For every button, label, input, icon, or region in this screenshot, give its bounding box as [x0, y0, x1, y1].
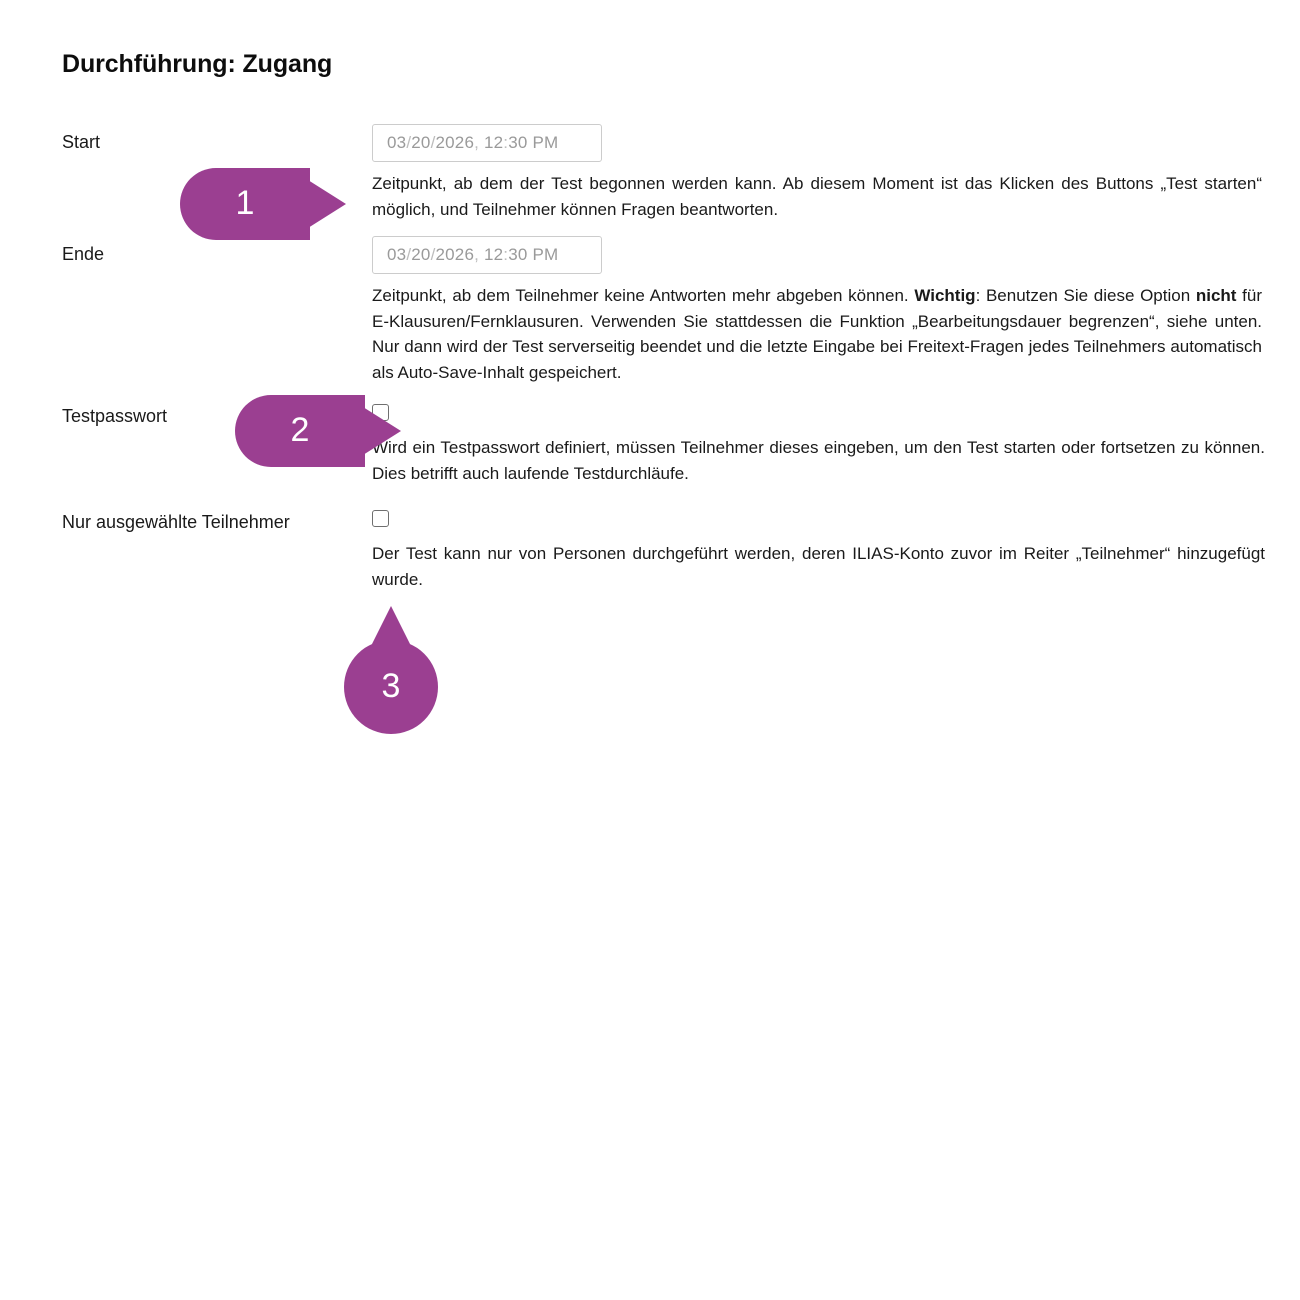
- page-title: Durchführung: Zugang: [62, 50, 333, 78]
- start-hour: 12: [483, 133, 504, 152]
- form-row-nur-ausgewaehlte-teilnehmer: [62, 500, 1272, 592]
- callout-marker-3-number: 3: [381, 667, 401, 705]
- start-minute: 30: [508, 133, 528, 152]
- date-separator-comma: ,: [474, 245, 484, 264]
- ende-year: 2026: [435, 245, 475, 264]
- field-start: [372, 120, 1272, 222]
- desc-ende-bold1: Wichtig: [914, 286, 976, 305]
- time-separator-colon: :: [503, 245, 509, 264]
- start-year: 2026: [435, 133, 475, 152]
- start-meridiem: PM: [532, 133, 559, 152]
- desc-ende-part1: Zeitpunkt, ab dem Teilnehmer keine Antworten mehr abgeben können.: [372, 286, 915, 305]
- description-testpasswort: Wird ein Testpasswort definiert, müssen Teilnehmer dieses eingeben, um den Test starten oder fortsetzen zu können. Dies betrifft auch laufende Testdurchläufe.: [372, 438, 1265, 483]
- desc-ende-part3: für E-Klausuren/Fernklausuren. Verwenden Sie stattdessen die Funktion „Bearbeitungsdauer begrenzen“, siehe unten. Nur dann wird der Test serverseitig beendet und die letzte Eingabe bei Freitext-Fragen jedes Teilnehmers automatisch als Auto-Save-Inhalt gespeichert.: [372, 286, 1262, 382]
- label-ende: Ende: [62, 244, 105, 264]
- label-start: Start: [62, 132, 101, 152]
- date-separator-slash: /: [406, 133, 412, 152]
- date-separator-slash: /: [430, 245, 436, 264]
- description-nur-ausgewaehlte-teilnehmer: Der Test kann nur von Personen durchgeführt werden, deren ILIAS-Konto zuvor im Reiter „Teilnehmer“ hinzugefügt wurde.: [372, 544, 1265, 589]
- callout-marker-1-number: 1: [235, 184, 255, 222]
- start-day: 20: [411, 133, 431, 152]
- ende-hour: 12: [483, 245, 504, 264]
- description-ende: [372, 283, 1262, 385]
- callout-marker-3: [344, 640, 438, 734]
- description-start: Zeitpunkt, ab dem der Test begonnen werden kann. Ab diesem Moment ist das Klicken des Buttons „Test starten“ möglich, und Teilnehmer können Fragen beantworten.: [372, 174, 1262, 219]
- label-nur-ausgewaehlte-teilnehmer: Nur ausgewählte Teilnehmer: [62, 512, 290, 532]
- start-month: 03: [387, 133, 407, 152]
- ende-datetime-input[interactable]: [372, 236, 602, 274]
- ende-day: 20: [411, 245, 431, 264]
- date-separator-slash: /: [406, 245, 412, 264]
- label-testpasswort: Testpasswort: [62, 406, 168, 426]
- start-datetime-input[interactable]: [372, 124, 602, 162]
- desc-ende-part2: : Benutzen Sie diese Option: [975, 286, 1196, 305]
- callout-marker-2: [235, 395, 365, 467]
- ende-meridiem: PM: [532, 245, 559, 264]
- date-separator-slash: /: [430, 133, 436, 152]
- time-separator-colon: :: [503, 133, 509, 152]
- field-testpasswort: [372, 394, 1272, 486]
- field-nur-ausgewaehlte-teilnehmer: [372, 500, 1272, 592]
- field-ende: [372, 232, 1272, 385]
- callout-marker-1: [180, 168, 310, 240]
- date-separator-comma: ,: [474, 133, 484, 152]
- callout-marker-2-number: 2: [290, 411, 310, 449]
- form-row-ende: [62, 232, 1272, 385]
- ende-minute: 30: [508, 245, 528, 264]
- ende-month: 03: [387, 245, 407, 264]
- nur-ausgewaehlte-teilnehmer-checkbox[interactable]: [372, 510, 389, 527]
- desc-ende-bold2: nicht: [1195, 286, 1237, 305]
